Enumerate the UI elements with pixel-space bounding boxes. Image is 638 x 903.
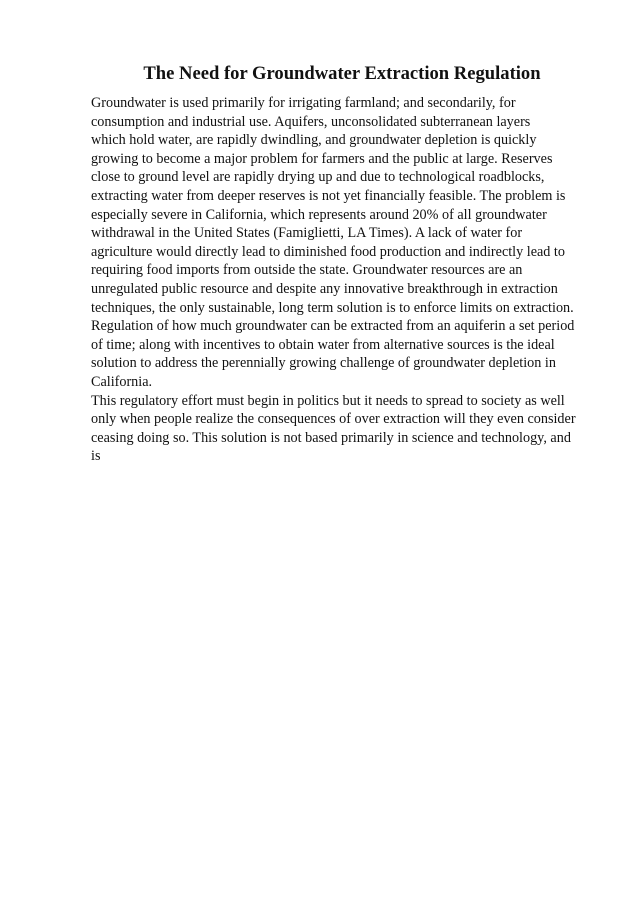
- body-line: agriculture would directly lead to diminished food production and indirectly lead to: [91, 243, 565, 260]
- document-title: The Need for Groundwater Extraction Regulation: [143, 63, 541, 84]
- body-line: Groundwater is used primarily for irrigating farmland; and secondarily, for: [91, 95, 516, 111]
- body-line: is: [91, 448, 101, 465]
- body-line: growing to become a major problem for farmers and the public at large. Reserves: [91, 150, 553, 167]
- body-line: ceasing doing so. This solution is not based primarily in science and technology, and: [91, 429, 571, 446]
- body-line: California.: [91, 373, 153, 390]
- body-line: solution to address the perennially growing challenge of groundwater depletion in: [91, 355, 556, 372]
- body-line: close to ground level are rapidly drying up and due to technological roadblocks,: [91, 169, 545, 186]
- body-line: of time; along with incentives to obtain water from alternative sources is the ideal: [91, 336, 555, 353]
- body-line: techniques, the only sustainable, long term solution is to enforce limits on extraction.: [91, 299, 574, 316]
- body-line: requiring food imports from outside the state. Groundwater resources are an: [91, 262, 523, 279]
- document-body: [91, 94, 591, 466]
- body-line: extracting water from deeper reserves is not yet financially feasible. The problem is: [91, 187, 566, 204]
- body-line: especially severe in California, which represents around 20% of all groundwater: [91, 206, 547, 223]
- body-line: which hold water, are rapidly dwindling, and groundwater depletion is quickly: [91, 132, 537, 149]
- body-line: withdrawal in the United States (Famiglietti, LA Times). A lack of water for: [91, 225, 523, 242]
- body-line: consumption and industrial use. Aquifers, unconsolidated subterranean layers: [91, 113, 531, 130]
- body-line: Regulation of how much groundwater can be extracted from an aquiferin a set period: [91, 318, 575, 335]
- body-line: only when people realize the consequences of over extraction will they even consider: [91, 411, 576, 428]
- body-line: This regulatory effort must begin in politics but it needs to spread to society as well: [91, 392, 565, 409]
- body-line: unregulated public resource and despite any innovative breakthrough in extraction: [91, 280, 558, 297]
